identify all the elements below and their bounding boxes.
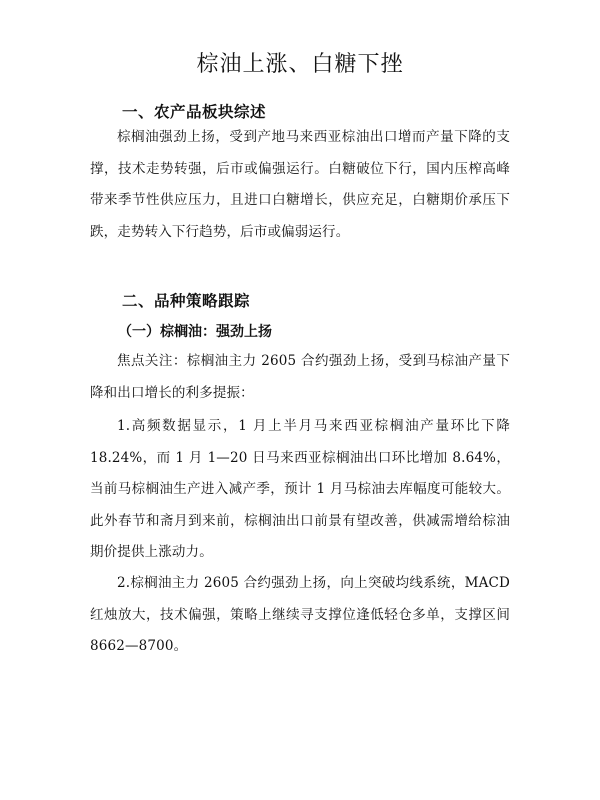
- point-1-paragraph: 1.高频数据显示，1 月上半月马来西亚棕榈油产量环比下降 18.24%，而 1 月 1—20 日马来西亚棕榈油出口环比增加 8.64%，当前马棕榈油生产进入减产季，预计 1 月马棕油去库幅度可能较大。此外春节和斋月到来前，棕榈油出口前景有望改善，供减需增给棕油期价提供上涨动力。: [90, 418, 510, 560]
- focus-paragraph: 焦点关注：棕榈油主力 2605 合约强劲上扬，受到马棕油产量下降和出口增长的利多提振：: [90, 353, 510, 401]
- document-title: 棕油上涨、白糖下挫: [196, 52, 404, 77]
- point-2-paragraph: 2.棕榈油主力 2605 合约强劲上扬，向上突破均线系统，MACD 红烛放大，技术偏强，策略上继续寻支撑位逢低轻仓多单，支撑区间 8662—8700。: [90, 575, 510, 654]
- section-heading-strategy: 二、品种策略跟踪: [122, 292, 251, 310]
- section-heading-overview: 一、农产品板块综述: [122, 103, 267, 121]
- overview-paragraph: 棕榈油强劲上扬，受到产地马来西亚棕油出口增而产量下降的支撑，技术走势转强，后市或偏强运行。白糖破位下行，国内压榨高峰带来季节性供应压力，且进口白糖增长，供应充足，白糖期价承压下跌，走势转入下行趋势，后市或偏弱运行。: [90, 129, 510, 240]
- subsection-heading-palm-oil: （一）棕榈油：强劲上扬: [118, 324, 272, 340]
